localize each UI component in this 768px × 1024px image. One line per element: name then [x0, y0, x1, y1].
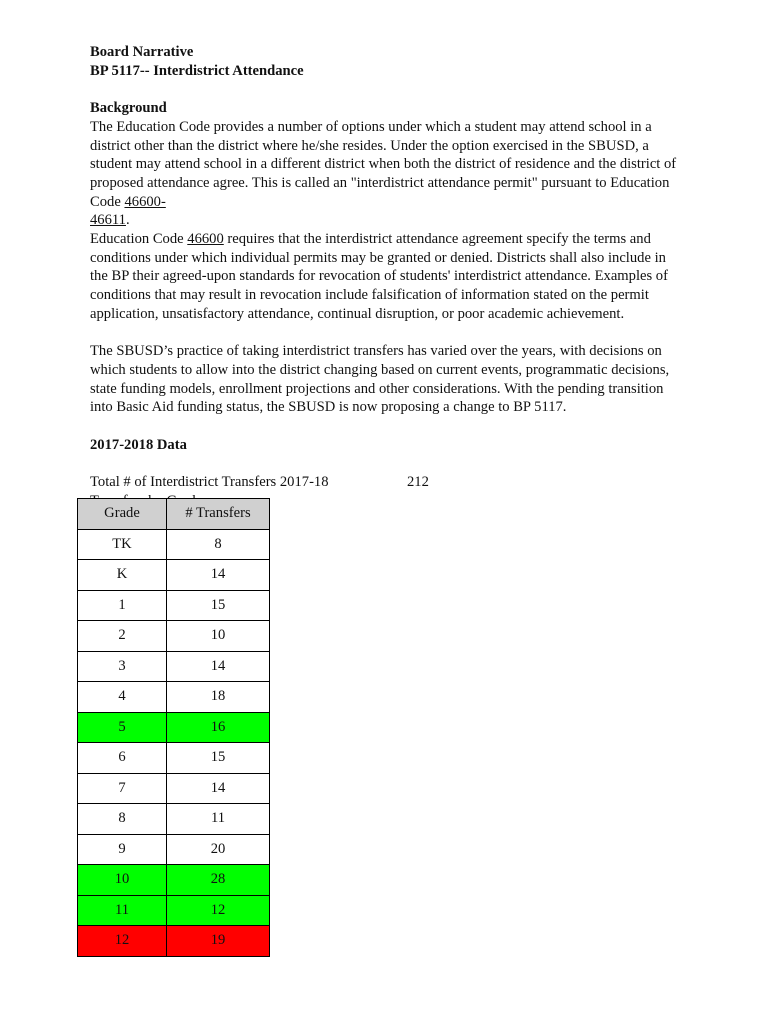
- table-header-row: [78, 499, 270, 530]
- spacer: [90, 324, 680, 343]
- transfers-cell: 12: [167, 895, 270, 926]
- grade-cell: 6: [78, 743, 167, 774]
- total-transfers-row: [90, 473, 680, 492]
- data-section-heading: 2017-2018 Data: [90, 436, 187, 453]
- transfers-by-grade-table: [77, 498, 270, 957]
- grade-cell: TK: [78, 529, 167, 560]
- transfers-column-header: # Transfers: [167, 499, 270, 530]
- grade-cell: 1: [78, 590, 167, 621]
- grade-cell: 9: [78, 834, 167, 865]
- grade-cell: 8: [78, 804, 167, 835]
- table-row: [78, 529, 270, 560]
- table-row: [78, 682, 270, 713]
- background-paragraph-2: [90, 230, 680, 324]
- transfers-cell: 8: [167, 529, 270, 560]
- policy-title: BP 5117-- Interdistrict Attendance: [90, 62, 304, 79]
- education-code-range-link-continued[interactable]: 46611: [90, 212, 126, 229]
- grade-cell: 10: [78, 865, 167, 896]
- table-row: [78, 773, 270, 804]
- transfers-cell: 18: [167, 682, 270, 713]
- transfers-cell: 15: [167, 590, 270, 621]
- grade-cell: 11: [78, 895, 167, 926]
- spacer: [90, 454, 680, 473]
- table-row: [78, 804, 270, 835]
- document-title: Board Narrative: [90, 44, 194, 60]
- table-row: [78, 651, 270, 682]
- background-paragraph-1: [90, 118, 680, 230]
- background-heading: Background: [90, 100, 167, 117]
- transfers-cell: 15: [167, 743, 270, 774]
- table-row: [78, 895, 270, 926]
- table-row: [78, 621, 270, 652]
- grade-column-header: Grade: [78, 499, 167, 530]
- paragraph-end: .: [125, 212, 130, 229]
- spacer: [90, 417, 680, 436]
- document-page: [90, 43, 680, 511]
- table-row: [78, 926, 270, 957]
- transfers-cell: 14: [167, 651, 270, 682]
- grade-cell: 12: [78, 926, 167, 957]
- transfers-cell: 19: [167, 926, 270, 957]
- transfers-cell: 16: [167, 712, 270, 743]
- transfers-cell: 10: [167, 621, 270, 652]
- grade-cell: 3: [78, 651, 167, 682]
- spacer: [90, 80, 680, 99]
- transfers-cell: 14: [167, 773, 270, 804]
- paragraph-text: requires that the interdistrict attendance agreement specify the terms and conditions under which individual permits may be granted or denied. Districts shall also include in the BP their agreed-upon standards for revocation of students' interdistrict attendance. Examples of conditions that may result in revocation include falsification of information stated on the permit application, unsatisfactory attendance, continual disruption, or poor academic achievement.: [90, 231, 668, 322]
- transfers-cell: 11: [167, 804, 270, 835]
- paragraph-text: The Education Code provides a number of options under which a student may attend school in a district other than the district where he/she resides. Under the option exercised in the SBUSD, a student may attend school in a different district when both the district of residence and the district of proposed attendance agree. This is called an "interdistrict attendance permit" pursuant to Education Code: [90, 118, 677, 210]
- transfers-cell: 20: [167, 834, 270, 865]
- transfers-cell: 28: [167, 865, 270, 896]
- table-row: [78, 865, 270, 896]
- grade-cell: 4: [78, 682, 167, 713]
- grade-cell: 7: [78, 773, 167, 804]
- table-row: [78, 560, 270, 591]
- table-row: [78, 743, 270, 774]
- total-transfers-label: Total # of Interdistrict Transfers 2017-18: [90, 474, 329, 491]
- transfers-cell: 14: [167, 560, 270, 591]
- grade-cell: 5: [78, 712, 167, 743]
- paragraph-prefix: Education Code: [90, 231, 188, 248]
- table-row: [78, 590, 270, 621]
- table-row: [78, 712, 270, 743]
- table-row: [78, 834, 270, 865]
- education-code-range-link[interactable]: 46600-: [124, 193, 166, 210]
- grade-cell: 2: [78, 621, 167, 652]
- education-code-link[interactable]: 46600: [187, 231, 224, 248]
- grade-cell: K: [78, 560, 167, 591]
- total-transfers-value: 212: [407, 474, 429, 491]
- table-body: [78, 529, 270, 956]
- background-paragraph-3: The SBUSD’s practice of taking interdistrict transfers has varied over the years, with decisions on which students to allow into the district changing based on current events, programmatic decisions, state funding models, enrollment projections and other considerations. With the pending transition into Basic Aid funding status, the SBUSD is now proposing a change to BP 5117.: [90, 343, 670, 416]
